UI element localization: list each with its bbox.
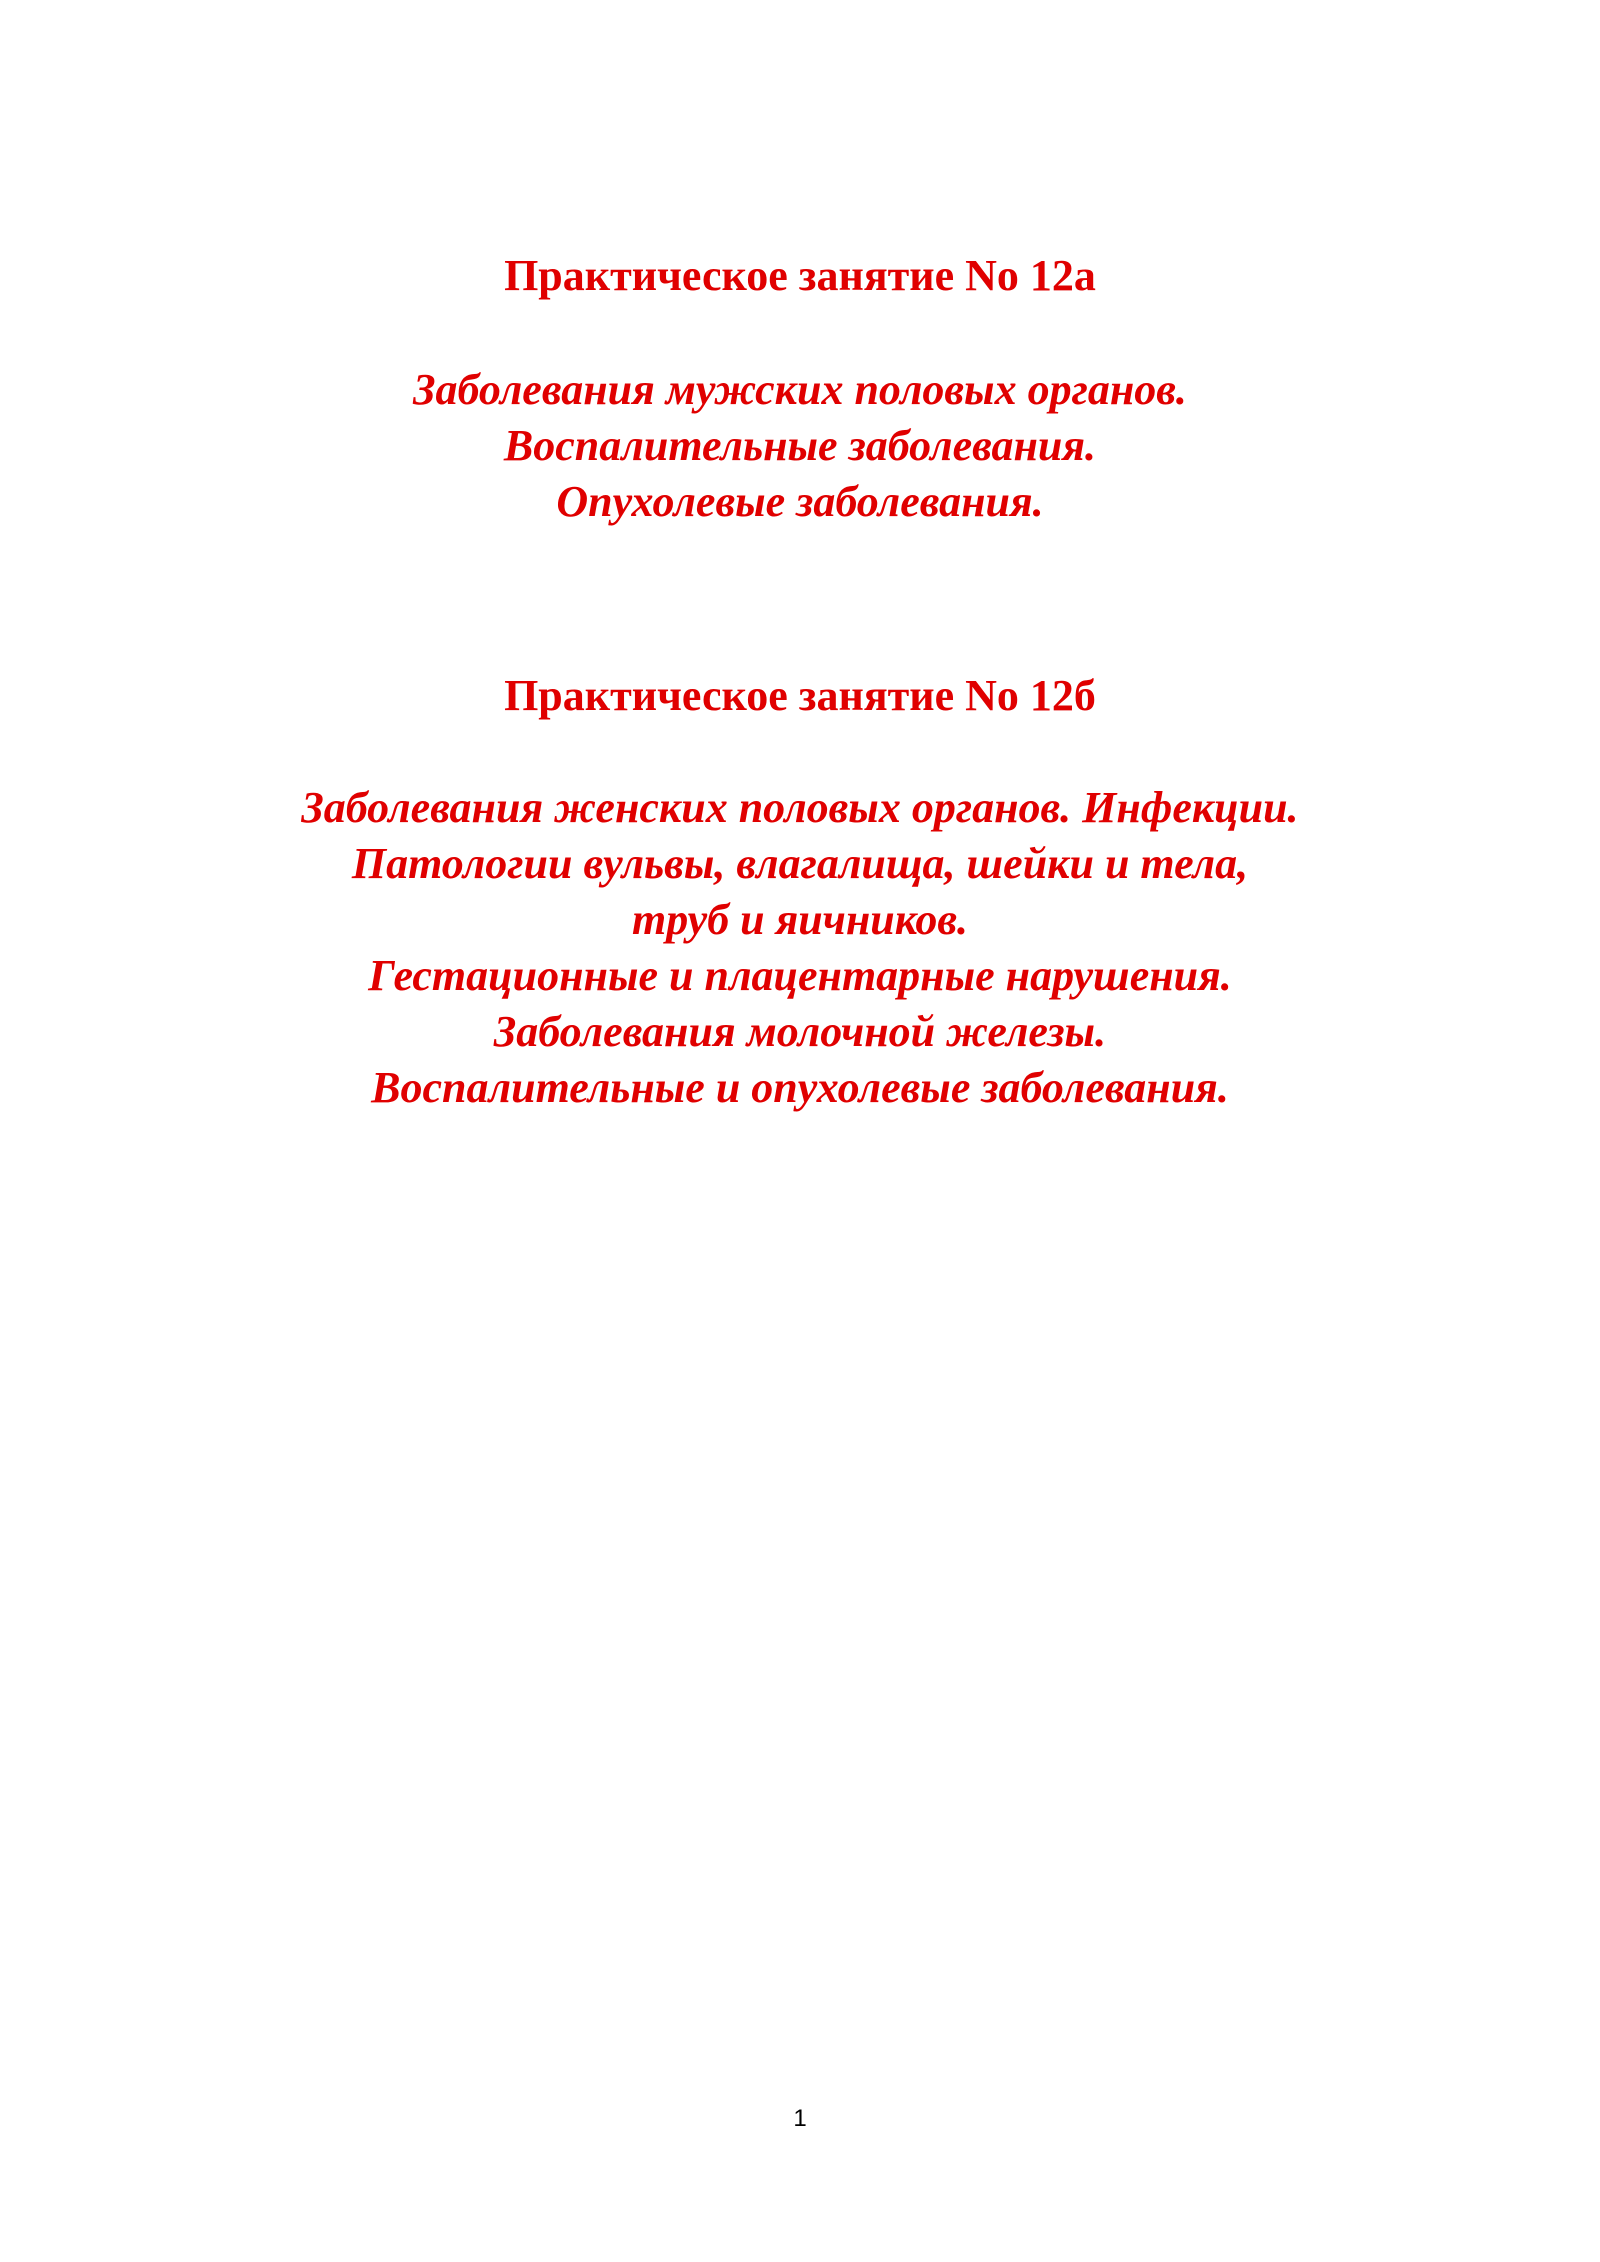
topic-line: Гестационные и плацентарные нарушения. [368, 951, 1232, 1000]
topic-line: Заболевания мужских половых органов. [413, 365, 1187, 414]
topic-lines [0, 362, 1600, 530]
practical-lesson-12b-heading-block [0, 668, 1600, 724]
practical-lesson-12b-topics [0, 780, 1600, 1116]
practical-lesson-12b-heading: Практическое занятие No 12б [504, 671, 1096, 720]
topic-line: Опухолевые заболевания. [556, 477, 1044, 526]
practical-lesson-12a-heading: Практическое занятие No 12а [504, 251, 1096, 300]
topic-line: Патологии вульвы, влагалища, шейки и тела, [351, 839, 1249, 888]
practical-lesson-12a-heading-block [0, 248, 1600, 304]
topic-line: Заболевания женских половых органов. Инфекции. [301, 783, 1299, 832]
topic-line: Заболевания молочной железы. [493, 1007, 1107, 1056]
page-number: 1 [793, 2105, 807, 2132]
practical-lesson-12a-topics [0, 362, 1600, 530]
topic-line: труб и яичников. [631, 895, 968, 944]
topic-line: Воспалительные и опухолевые заболевания. [371, 1063, 1229, 1112]
topic-line: Воспалительные заболевания. [503, 421, 1097, 470]
topic-lines [0, 780, 1600, 1116]
